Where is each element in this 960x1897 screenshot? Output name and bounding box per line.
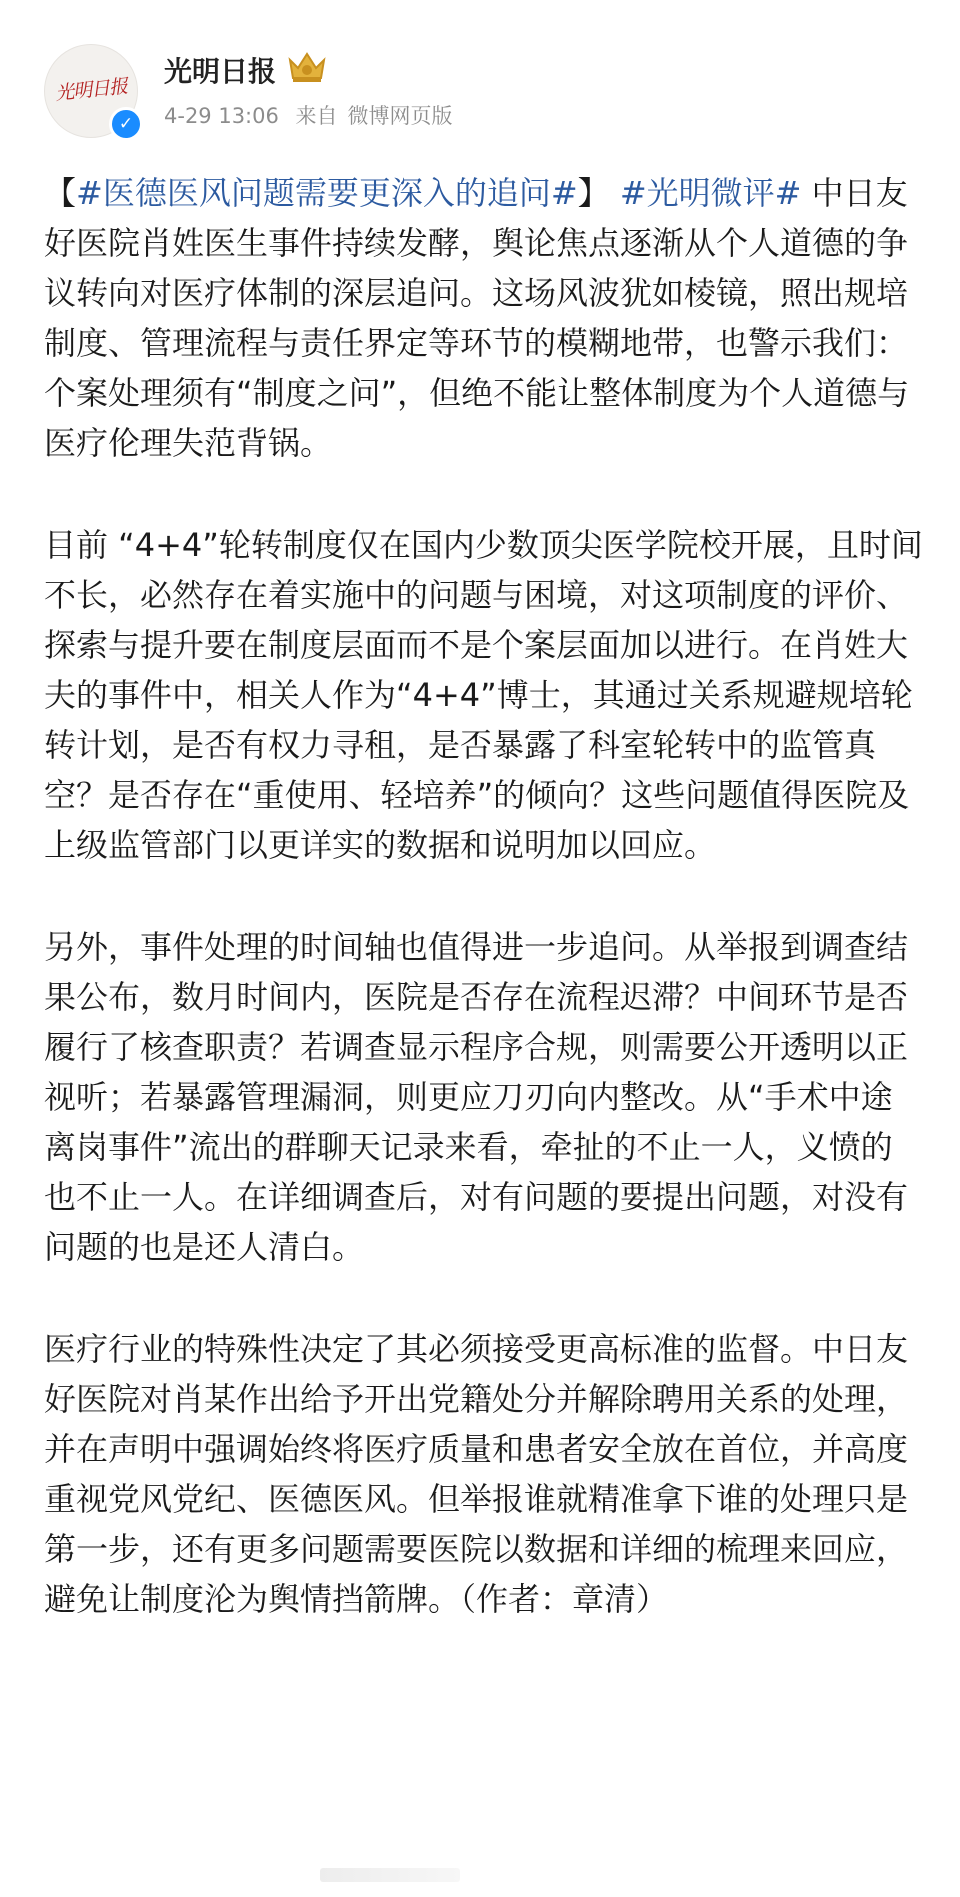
post-paragraph-2: 目前 “4+4”轮转制度仅在国内少数顶尖医学院校开展，且时间不长，必然存在着实施中的问题与困境，对这项制度的评价、探索与提升要在制度层面而不是个案层面加以进行。在肖姓大夫的事件中，相关人作为“4+4”博士，其通过关系规避规培轮转计划，是否有权力寻租，是否暴露了科室轮转中的监管真空？是否存在“重使用、轻培养”的倾向？这些问题值得医院及上级监管部门以更详实的数据和说明加以回应。	[44, 526, 923, 864]
verified-badge-icon: ✓	[109, 107, 143, 141]
post-header	[44, 44, 904, 140]
post-source[interactable]: 微博网页版	[347, 104, 453, 128]
post-body	[44, 168, 924, 1676]
post-paragraph-4: 医疗行业的特殊性决定了其必须接受更高标准的监督。中日友好医院对肖某作出给予开出党籍处分并解除聘用关系的处理，并在声明中强调始终将医疗质量和患者安全放在首位，并高度重视党风党纪、医德医风。但举报谁就精准拿下谁的处理只是第一步，还有更多问题需要医院以数据和详细的梳理来回应，避免让制度沦为舆情挡箭牌。（作者：章清）	[44, 1330, 909, 1618]
account-name[interactable]: 光明日报	[164, 55, 277, 88]
post-meta	[164, 100, 463, 130]
crown-icon[interactable]	[286, 48, 328, 84]
close-bracket: 】	[577, 174, 610, 212]
post-timestamp[interactable]: 4-29 13:06	[164, 104, 279, 128]
post-paragraph-3: 另外，事件处理的时间轴也值得进一步追问。从举报到调查结果公布，数月时间内，医院是否存在流程迟滞？中间环节是否履行了核查职责？若调查显示程序合规，则需要公开透明以正视听；若暴露管理漏洞，则更应刀刃向内整改。从“手术中途离岗事件”流出的群聊天记录来看，牵扯的不止一人，义愤的也不止一人。在详细调查后，对有问题的要提出问题，对没有问题的也是还人清白。	[44, 928, 909, 1266]
hashtag-link-1[interactable]: #医德医风问题需要更深入的追问#	[76, 174, 578, 212]
avatar[interactable]	[44, 44, 138, 138]
hashtag-link-2[interactable]: #光明微评#	[619, 174, 802, 212]
footer-placeholder	[320, 1868, 460, 1882]
source-prefix: 来自	[295, 104, 338, 128]
post-paragraph-1	[44, 168, 924, 468]
paragraph-1-text: 中日友好医院肖姓医生事件持续发酵，舆论焦点逐渐从个人道德的争议转向对医疗体制的深层追问。这场风波犹如棱镜，照出规培制度、管理流程与责任界定等环节的模糊地带，也警示我们：个案处理须有“制度之问”，但绝不能让整体制度为个人道德与医疗伦理失范背锅。	[44, 174, 910, 462]
avatar-logo-text: 光明日报	[54, 75, 129, 105]
open-bracket: 【	[44, 174, 77, 212]
